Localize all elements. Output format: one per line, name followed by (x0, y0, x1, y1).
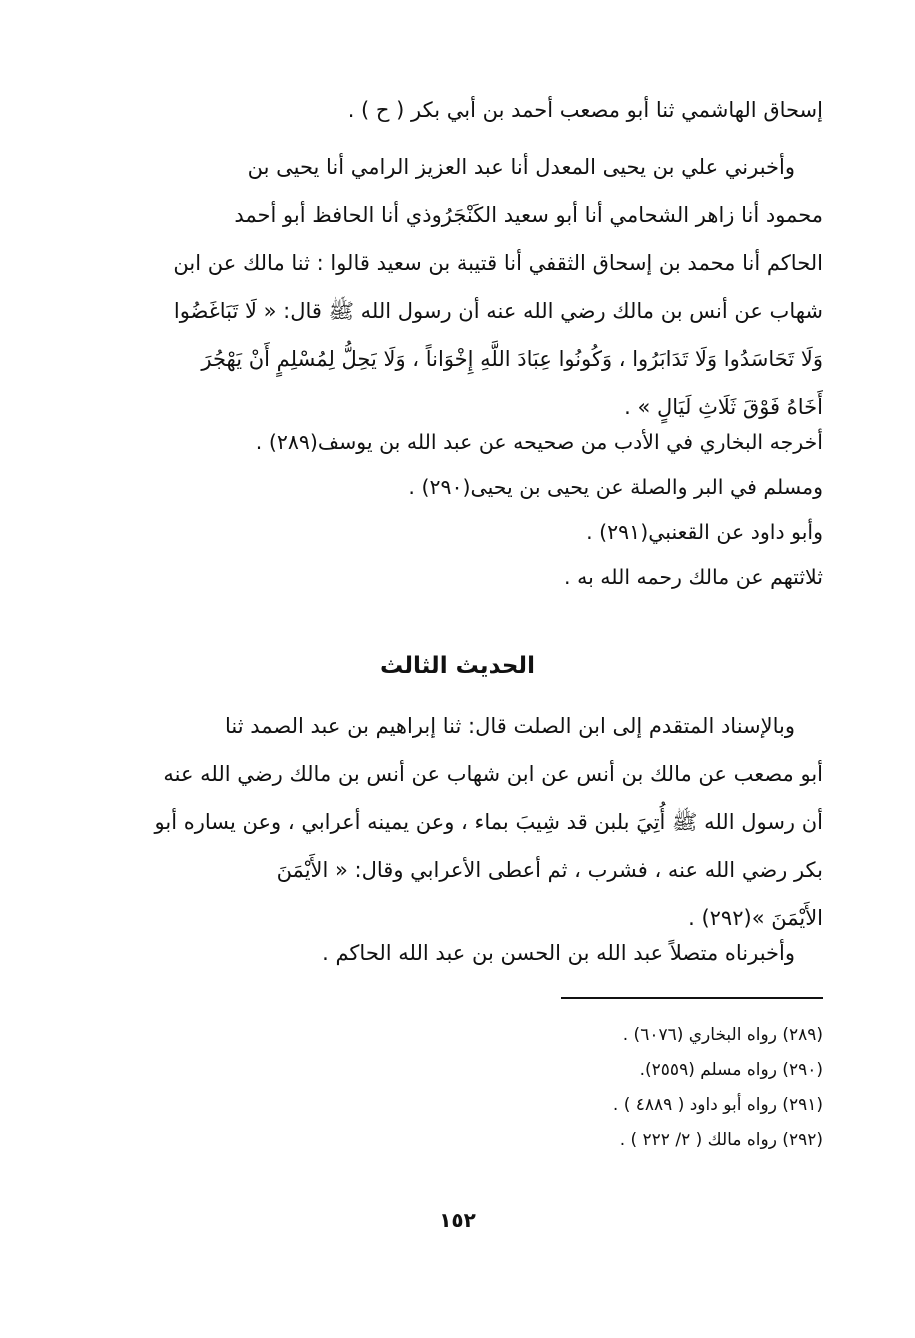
footnote-item: (٢٩١) رواه أبو داود ( ٤٨٨٩ ) . (612, 1095, 823, 1115)
footnote-item: (٢٨٩) رواه البخاري (٦٠٧٦) . (622, 1025, 823, 1045)
text-line: بكر رضي الله عنه ، فشرب ، ثم أعطى الأعرابي وقال: « الأَيْمَنَ (276, 858, 823, 882)
text-line: ثلاثتهم عن مالك رحمه الله به . (564, 565, 823, 589)
section-title: الحديث الثالث (380, 653, 535, 679)
text-line: أَخَاهُ فَوْقَ ثَلَاثِ لَيَالٍ » . (624, 395, 823, 419)
text-line: وَلَا تَحَاسَدُوا وَلَا تَدَابَرُوا ، وَكُونُوا عِبَادَ اللَّهِ إِخْوَاناً ، وَلَا يَحِلُّ لِمُسْلِمٍ أَنْ يَهْجُرَ (201, 347, 823, 371)
takhrij-paragraph (111, 420, 823, 600)
footnote-item: (٢٩٠) رواه مسلم (٢٥٥٩). (639, 1060, 823, 1080)
text-line: ومسلم في البر والصلة عن يحيى بن يحيى(٢٩٠) . (408, 475, 823, 499)
text-line: الأَيْمَنَ »(٢٩٢) . (688, 906, 823, 930)
text-line: شهاب عن أنس بن مالك رضي الله عنه أن رسول الله ﷺ قال: « لَا تَبَاغَضُوا (173, 299, 823, 323)
text-line: أن رسول الله ﷺ أُتِيَ بلبن قد شِيبَ بماء ، وعن يمينه أعرابي ، وعن يساره أبو (154, 810, 823, 834)
text-line: وبالإسناد المتقدم إلى ابن الصلت قال: ثنا إبراهيم بن عبد الصمد ثنا (225, 714, 795, 738)
footnotes (111, 1018, 823, 1158)
text-line: وأبو داود عن القعنبي(٢٩١) . (586, 520, 823, 544)
text-line: أبو مصعب عن مالك بن أنس عن ابن شهاب عن أنس بن مالك رضي الله عنه (163, 762, 823, 786)
text-line: وأخبرناه متصلاً عبد الله بن الحسن بن عبد الله الحاكم . (322, 941, 795, 965)
footnote-separator (561, 997, 823, 999)
closing-isnad-paragraph (111, 930, 823, 976)
text-line: محمود أنا زاهر الشحامي أنا أبو سعيد الكَنْجَرُوذي أنا الحافظ أبو أحمد (234, 203, 823, 227)
isnad-opening-line (111, 88, 823, 132)
footnote-item: (٢٩٢) رواه مالك ( ٢/ ٢٢٢ ) . (619, 1130, 823, 1150)
page-number: ١٥٢ (439, 1208, 476, 1232)
text-line: الحاكم أنا محمد بن إسحاق الثقفي أنا قتيبة بن سعيد قالوا : ثنا مالك عن ابن (173, 251, 823, 275)
hadith-three-paragraph (111, 702, 823, 942)
text-line: أخرجه البخاري في الأدب من صحيحه عن عبد الله بن يوسف(٢٨٩) . (255, 430, 823, 454)
text-line: إسحاق الهاشمي ثنا أبو مصعب أحمد بن أبي بكر ( ح ) . (347, 98, 823, 122)
text-line: وأخبرني علي بن يحيى المعدل أنا عبد العزيز الرامي أنا يحيى بن (247, 155, 795, 179)
hadith-two-paragraph (111, 143, 823, 431)
